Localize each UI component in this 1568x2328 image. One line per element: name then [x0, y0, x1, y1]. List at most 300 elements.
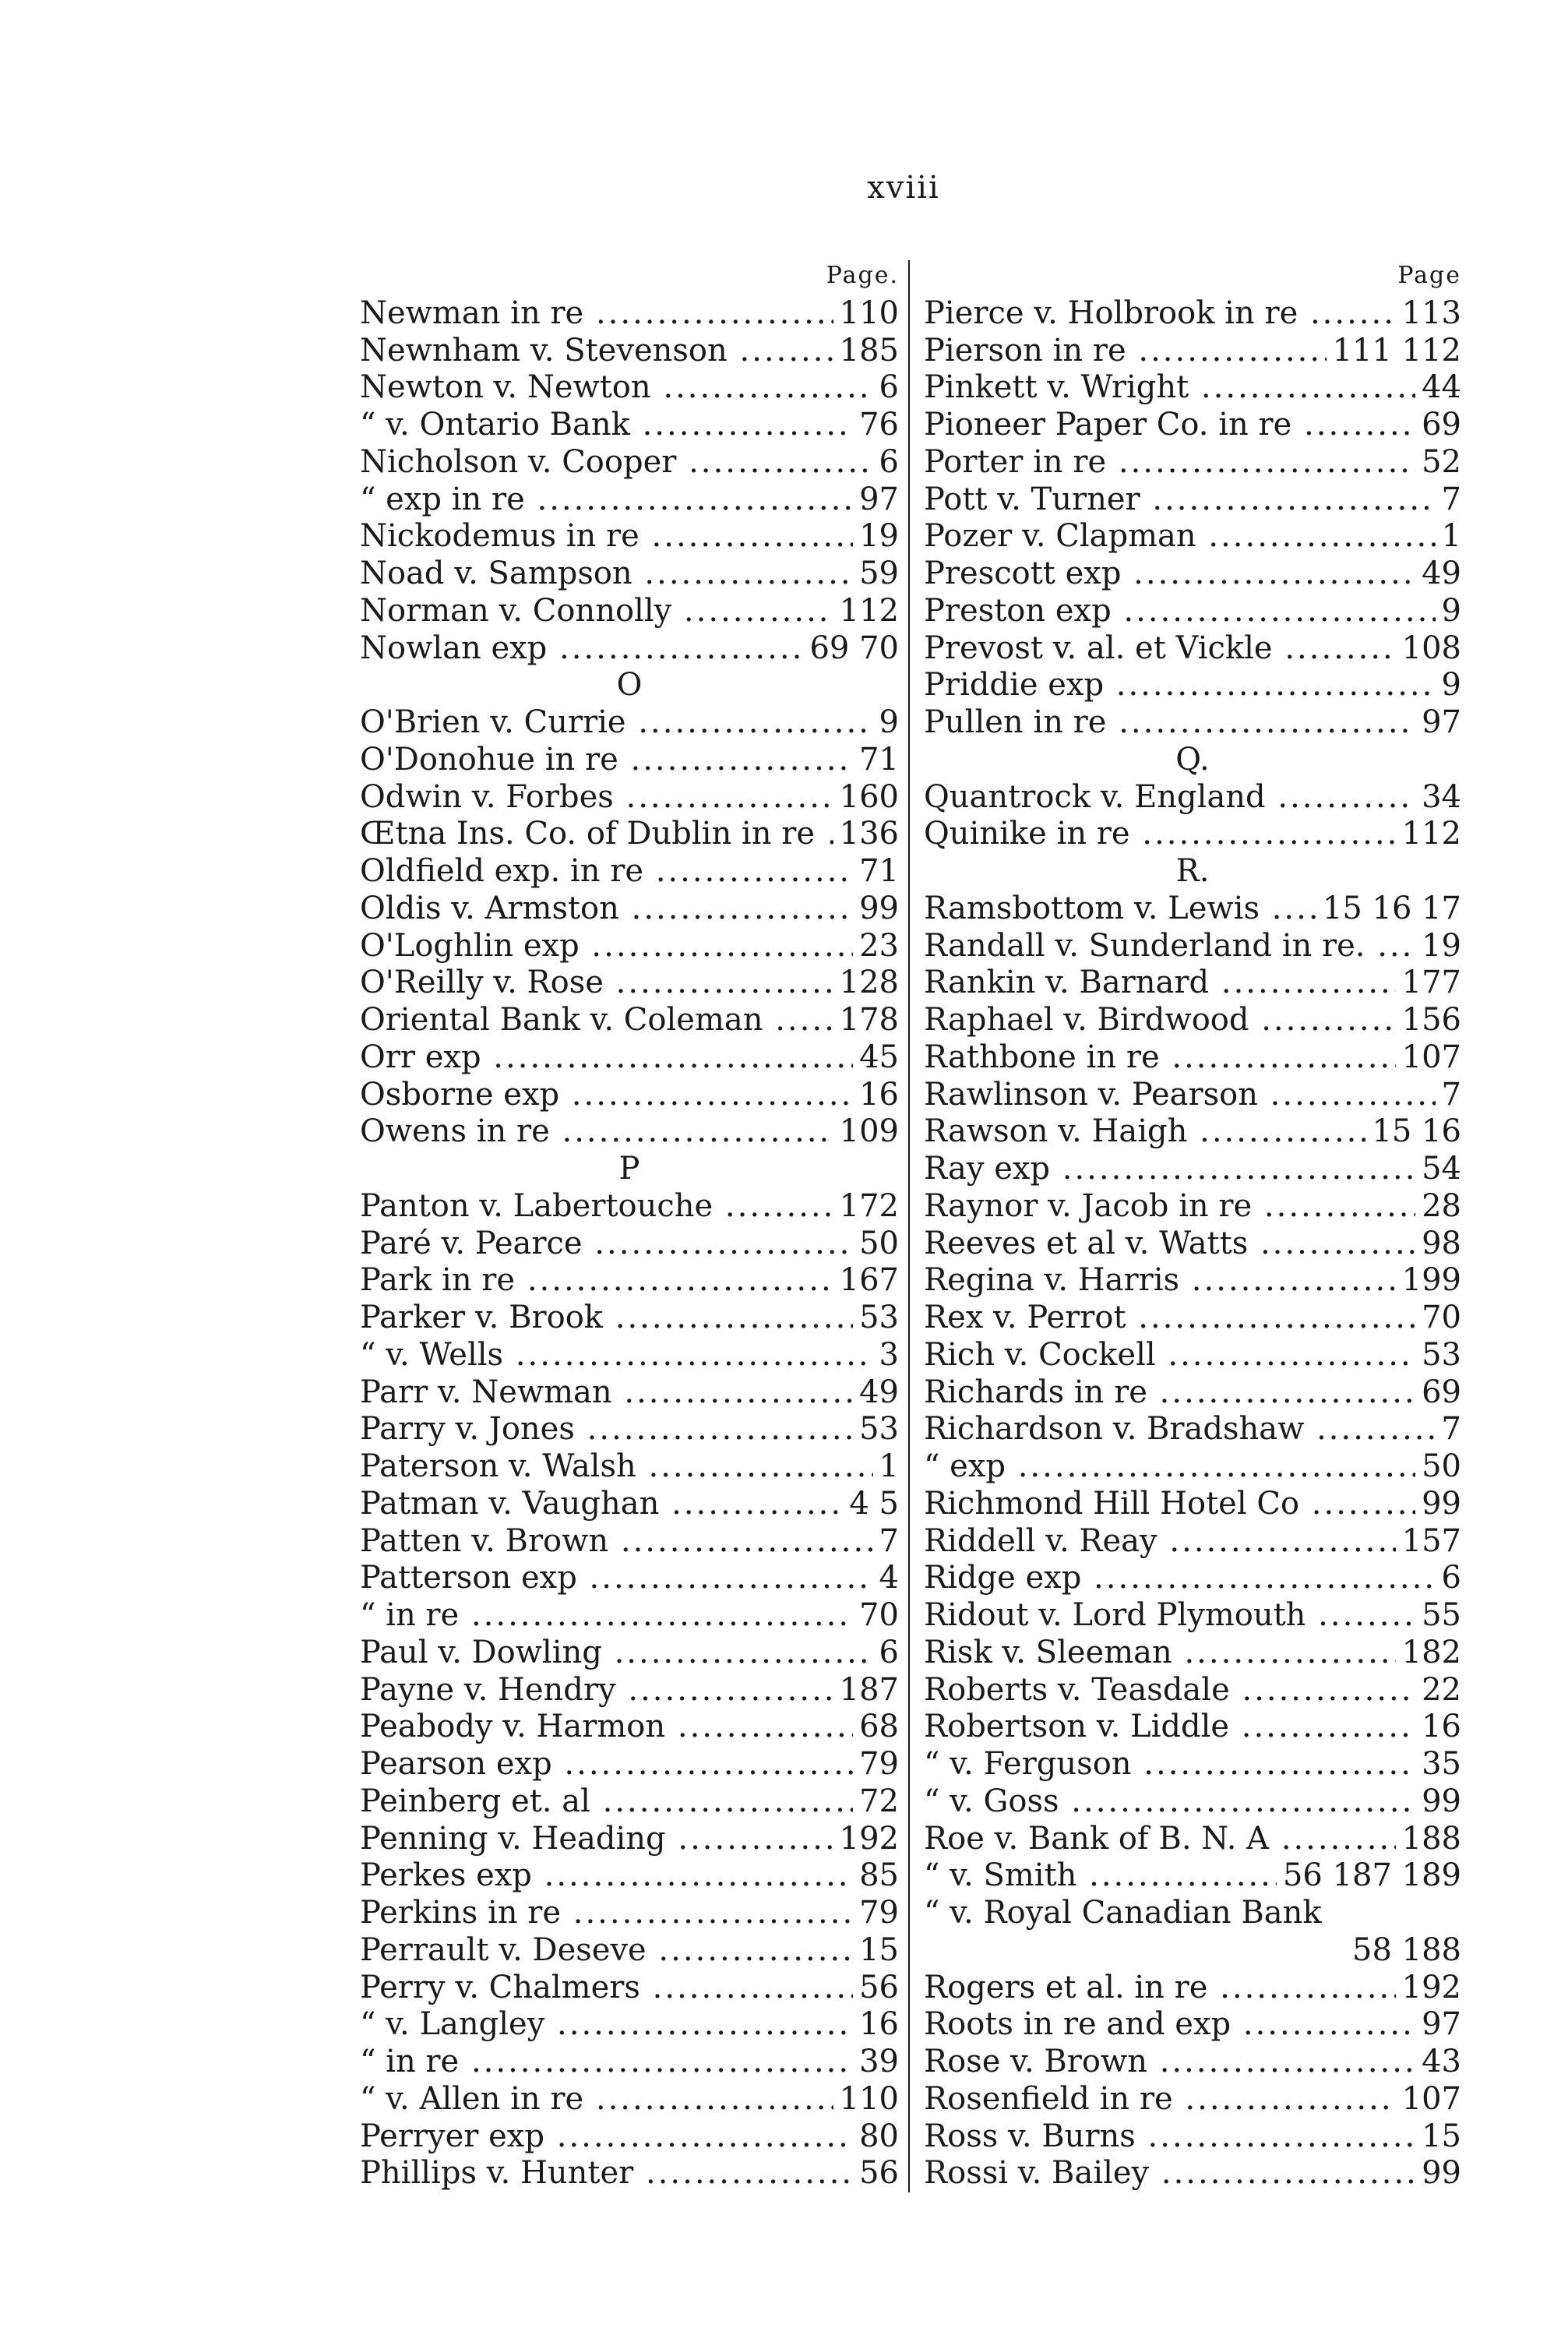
entry-name: Rawson v. Haigh .....: [924, 1114, 1365, 1148]
entry-page: 178: [839, 1002, 899, 1038]
index-entry: [360, 1412, 899, 1446]
index-entry: [360, 407, 899, 442]
entry-page: 156: [1401, 1002, 1461, 1038]
entry-name: Pierson in re .....: [924, 333, 1327, 368]
entry-name: Richmond Hill Hotel Co .....: [924, 1487, 1415, 1521]
entry-name: Pozer v. Clapman .....: [924, 519, 1436, 553]
entry-page: 99: [1422, 1485, 1461, 1522]
index-entry: [360, 1709, 899, 1744]
entry-page: 107: [1401, 2080, 1461, 2117]
entry-name: Park in re .....: [360, 1263, 833, 1297]
entry-page: 54: [1422, 1151, 1461, 1187]
index-entry: [360, 1822, 899, 1856]
entry-page: 6: [879, 1634, 899, 1670]
entry-page: 39: [859, 2044, 899, 2079]
index-entry: [360, 594, 899, 628]
index-entry: [360, 1858, 899, 1892]
entry-name: Phillips v. Hunter .....: [360, 2156, 853, 2190]
index-entry: [924, 1078, 1461, 1112]
index-entry: [360, 1300, 899, 1335]
entry-name: Patman v. Vaughan .....: [360, 1487, 843, 1521]
entry-page: 15 16: [1372, 1113, 1461, 1150]
entry-name: Riddell v. Reay .....: [924, 1524, 1396, 1558]
index-entry: [924, 929, 1461, 963]
index-entry: [924, 1412, 1461, 1446]
entry-name: Œtna Ins. Co. of Dublin in re .....: [360, 817, 833, 851]
entry-page: 79: [859, 1895, 899, 1931]
index-entry: [360, 556, 899, 591]
index-entry: [360, 891, 899, 926]
entry-name: Paré v. Pearce .....: [360, 1226, 853, 1261]
entry-name: Quantrock v. England .....: [924, 780, 1415, 814]
entry-name: Payne v. Hendry .....: [360, 1673, 833, 1707]
entry-page: 15: [1422, 2118, 1461, 2154]
index-entry: [924, 1896, 1461, 1930]
index-entry: [924, 705, 1461, 739]
index-entry: [924, 2156, 1461, 2190]
entry-name: Odwin v. Forbes .....: [360, 780, 833, 814]
index-entry: [924, 2082, 1461, 2116]
index-entry: [360, 1561, 899, 1595]
index-entry: [360, 2082, 899, 2116]
index-entry: [360, 965, 899, 1000]
index-entry: [924, 1152, 1461, 1186]
entry-page: 108: [1401, 630, 1461, 666]
entry-continuation: 58 188: [1352, 1931, 1461, 1968]
entry-name: Pioneer Paper Co. in re .....: [924, 407, 1415, 442]
entry-page: 43: [1422, 2044, 1461, 2079]
index-entry: [924, 1487, 1461, 1521]
entry-name: Oldfield exp. in re .....: [360, 854, 853, 888]
index-entry: [924, 1189, 1461, 1223]
entry-page: 79: [859, 1746, 899, 1782]
index-entry: [360, 1040, 899, 1074]
entry-page: 15 16 17: [1322, 890, 1461, 926]
entry-name: Roots in re and exp .....: [924, 2007, 1415, 2041]
entry-page: 136: [839, 816, 899, 852]
entry-page: 71: [859, 741, 899, 778]
column-divider: [908, 260, 910, 2192]
index-entry: [924, 1635, 1461, 1670]
entry-name: Raphael v. Birdwood .....: [924, 1003, 1396, 1037]
index-entry: [360, 742, 899, 777]
entry-page: 59: [859, 556, 899, 591]
entry-page: 177: [1401, 965, 1461, 1001]
entry-page: 22: [1422, 1671, 1461, 1708]
entry-name: Perrault v. Deseve .....: [360, 1933, 853, 1967]
entry-page: 6: [1441, 1560, 1461, 1596]
entry-page: 97: [859, 481, 899, 517]
index-entry: [360, 1747, 899, 1781]
entry-page: 76: [859, 407, 899, 443]
entry-page: 52: [1422, 443, 1461, 480]
entry-page: 80: [859, 2118, 899, 2154]
index-entry: [924, 519, 1461, 553]
entry-name: Rich v. Cockell .....: [924, 1338, 1415, 1372]
entry-page: 56: [859, 1969, 899, 2005]
index-entry: [360, 1003, 899, 1037]
index-entry: [924, 445, 1461, 479]
page-number: xviii: [867, 170, 940, 206]
entry-page: 69: [1422, 407, 1461, 443]
entry-name: Prevost v. al. et Vickle .....: [924, 631, 1396, 665]
entry-name: “ exp in re .....: [360, 482, 853, 517]
index-entry: [924, 1524, 1461, 1558]
entry-page: 19: [859, 518, 899, 555]
index-entry: [924, 407, 1461, 442]
entry-page: 69 70: [809, 630, 899, 666]
index-entry: [924, 1449, 1461, 1483]
entry-name: Richardson v. Bradshaw .....: [924, 1412, 1436, 1446]
entry-page: 45: [859, 1039, 899, 1075]
index-entry: [360, 519, 899, 553]
entry-page: 110: [839, 2080, 899, 2117]
entry-name: Orr exp .....: [360, 1040, 853, 1074]
index-entry: [924, 556, 1461, 591]
entry-page: 50: [1422, 1448, 1461, 1484]
section-letter: R.: [1175, 853, 1210, 889]
entry-page: 44: [1422, 369, 1461, 406]
index-entry: [360, 482, 899, 517]
index-entry: [924, 333, 1461, 368]
entry-page: 19: [1422, 927, 1461, 964]
index-entry: [360, 1449, 899, 1483]
index-entry: [924, 1970, 1461, 2005]
entry-page: 99: [1422, 2155, 1461, 2192]
index-entry: [924, 1858, 1461, 1892]
entry-page: 53: [1422, 1336, 1461, 1373]
entry-name: Ramsbottom v. Lewis .....: [924, 891, 1316, 926]
entry-page: 7: [1441, 1411, 1461, 1448]
index-entry: [924, 817, 1461, 851]
entry-page: 157: [1401, 1522, 1461, 1559]
entry-page: 70: [859, 1597, 899, 1633]
entry-name: Peinberg et. al .....: [360, 1784, 853, 1818]
index-entry: [924, 1338, 1461, 1372]
entry-name: “ v. Ontario Bank .....: [360, 407, 853, 442]
entry-page: 192: [1401, 1969, 1461, 2005]
entry-name: Rankin v. Barnard .....: [924, 965, 1396, 1000]
entry-name: Priddie exp .....: [924, 668, 1436, 702]
entry-page: 6: [879, 443, 899, 480]
entry-page: 53: [859, 1411, 899, 1448]
entry-name: Newman in re .....: [360, 296, 833, 330]
entry-name: Rose v. Brown .....: [924, 2044, 1415, 2079]
entry-name: “ v. Langley .....: [360, 2007, 853, 2041]
entry-name: Noad v. Sampson .....: [360, 556, 853, 591]
entry-page: 53: [859, 1300, 899, 1335]
index-entry: [360, 1263, 899, 1297]
entry-name: Ridout v. Lord Plymouth .....: [924, 1598, 1415, 1632]
entry-name: “ v. Wells .....: [360, 1338, 873, 1372]
entry-page: 128: [839, 965, 899, 1001]
index-entry: [360, 780, 899, 814]
entry-page: 199: [1401, 1262, 1461, 1299]
index-entry: [360, 1524, 899, 1558]
entry-name: Perkes exp .....: [360, 1858, 853, 1892]
entry-name: Nicholson v. Cooper .....: [360, 445, 873, 479]
entry-name: O'Brien v. Currie .....: [360, 705, 873, 739]
column-header: Page: [1397, 262, 1461, 289]
entry-page: 109: [839, 1113, 899, 1150]
entry-name: Rosenfield in re .....: [924, 2082, 1396, 2116]
entry-name: Regina v. Harris .....: [924, 1263, 1396, 1297]
index-entry: [924, 1114, 1461, 1148]
entry-page: 7: [879, 1522, 899, 1559]
entry-page: 85: [859, 1857, 899, 1894]
index-entry: [360, 1933, 899, 1967]
entry-page: 69: [1422, 1374, 1461, 1410]
entry-name: Parr v. Newman .....: [360, 1375, 853, 1409]
entry-page: 68: [859, 1709, 899, 1745]
entry-page: 110: [839, 295, 899, 331]
entry-name: Rathbone in re .....: [924, 1040, 1396, 1074]
entry-page: 55: [1422, 1597, 1461, 1633]
entry-page: 23: [859, 927, 899, 964]
entry-name: “ v. Goss .....: [924, 1784, 1415, 1818]
entry-name: Perryer exp .....: [360, 2119, 853, 2153]
entry-name: O'Reilly v. Rose .....: [360, 965, 833, 1000]
entry-page: 49: [859, 1374, 899, 1410]
index-entry: [924, 1709, 1461, 1744]
entry-page: 187: [839, 1671, 899, 1708]
index-entry: [360, 1226, 899, 1261]
entry-page: 7: [1441, 481, 1461, 517]
entry-page: 113: [1401, 295, 1461, 331]
entry-name: “ in re .....: [360, 2044, 853, 2079]
index-entry: [360, 1896, 899, 1930]
index-entry: [360, 1114, 899, 1148]
index-entry: [360, 1338, 899, 1372]
entry-name: Pott v. Turner .....: [924, 482, 1436, 517]
index-entry: [360, 631, 899, 665]
entry-page: 112: [839, 592, 899, 629]
index-entry: [360, 929, 899, 963]
entry-name: “ v. Ferguson .....: [924, 1747, 1415, 1781]
entry-name: Patten v. Brown .....: [360, 1524, 873, 1558]
entry-name: “ v. Allen in re .....: [360, 2082, 833, 2116]
entry-page: 35: [1422, 1746, 1461, 1782]
index-entry: [924, 780, 1461, 814]
entry-name: Reeves et al v. Watts .....: [924, 1226, 1415, 1261]
entry-page: 6: [879, 369, 899, 406]
index-entry: [924, 1003, 1461, 1037]
entry-page: 16: [1422, 1709, 1461, 1745]
entry-page: 9: [1441, 667, 1461, 704]
index-entry: [360, 2119, 899, 2153]
entry-name: Preston exp .....: [924, 594, 1436, 628]
entry-name: Norman v. Connolly .....: [360, 594, 833, 628]
entry-name: Parry v. Jones .....: [360, 1412, 853, 1446]
entry-page: 160: [839, 778, 899, 815]
entry-page: 4 5: [849, 1485, 899, 1522]
entry-name: Paterson v. Walsh .....: [360, 1449, 873, 1483]
entry-page: 99: [1422, 1783, 1461, 1819]
entry-name: Newton v. Newton .....: [360, 370, 873, 404]
index-entry: [360, 1078, 899, 1112]
entry-page: 72: [859, 1783, 899, 1819]
section-letter: Q.: [1175, 741, 1210, 778]
index-entry: [360, 370, 899, 404]
entry-name: Roberts v. Teasdale .....: [924, 1673, 1415, 1707]
entry-page: 98: [1422, 1225, 1461, 1261]
entry-name: Nickodemus in re .....: [360, 519, 853, 553]
index-entry: [360, 1635, 899, 1670]
index-entry: [924, 1822, 1461, 1856]
index-entry: [360, 1673, 899, 1707]
index-entry: [360, 445, 899, 479]
index-entry: [360, 1487, 899, 1521]
index-entry: [924, 2007, 1461, 2041]
entry-page: 107: [1401, 1039, 1461, 1075]
entry-name: Richards in re .....: [924, 1375, 1415, 1409]
entry-name: Panton v. Labertouche .....: [360, 1189, 833, 1223]
index-entry: [360, 2007, 899, 2041]
entry-name: “ exp .....: [924, 1449, 1415, 1483]
entry-name: Ross v. Burns .....: [924, 2119, 1415, 2153]
entry-page: 185: [839, 332, 899, 369]
entry-name: Oriental Bank v. Coleman .....: [360, 1003, 833, 1037]
entry-name: Paul v. Dowling .....: [360, 1635, 873, 1670]
entry-name: Parker v. Brook .....: [360, 1300, 853, 1335]
entry-name: Pinkett v. Wright .....: [924, 370, 1415, 404]
entry-page: 4: [879, 1560, 899, 1596]
index-entry: [360, 1598, 899, 1632]
entry-page: 172: [839, 1187, 899, 1224]
index-entry: [924, 1598, 1461, 1632]
column-header: Page.: [826, 262, 899, 289]
index-entry: [360, 1375, 899, 1409]
entry-name: Perkins in re .....: [360, 1896, 853, 1930]
entry-page: 182: [1401, 1634, 1461, 1670]
entry-name: Rex v. Perrot .....: [924, 1300, 1415, 1335]
entry-page: 112: [1401, 816, 1461, 852]
index-entry: [360, 705, 899, 739]
entry-name: Penning v. Heading .....: [360, 1822, 833, 1856]
index-entry: [924, 668, 1461, 702]
index-entry: [924, 891, 1461, 926]
section-letter: O: [616, 667, 643, 704]
index-entry: [924, 482, 1461, 517]
index-entry: [360, 333, 899, 368]
entry-name: Rogers et al. in re .....: [924, 1970, 1396, 2005]
entry-page: 15: [859, 1931, 899, 1968]
index-entry: [360, 1189, 899, 1223]
entry-name: Randall v. Sunderland in re. .....: [924, 929, 1415, 963]
entry-name: Porter in re .....: [924, 445, 1415, 479]
entry-name: “ v. Smith .....: [924, 1858, 1277, 1892]
entry-name: O'Donohue in re .....: [360, 742, 853, 777]
entry-page: 111 112: [1332, 332, 1461, 369]
entry-name: O'Loghlin exp .....: [360, 929, 853, 963]
entry-name: Robertson v. Liddle .....: [924, 1709, 1415, 1744]
entry-name: Owens in re .....: [360, 1114, 833, 1148]
entry-page: 99: [859, 890, 899, 926]
entry-page: 1: [879, 1448, 899, 1484]
right-column: [924, 259, 1461, 2191]
entry-page: 9: [1441, 592, 1461, 629]
index-entry: [360, 2156, 899, 2190]
entry-page: 70: [1422, 1300, 1461, 1335]
entry-name: Newnham v. Stevenson .....: [360, 333, 833, 368]
entry-page: 7: [1441, 1076, 1461, 1113]
entry-name: “ v. Royal Canadian Bank: [924, 1896, 1322, 1930]
index-entry: [360, 1970, 899, 2005]
entry-name: Roe v. Bank of B. N. A .....: [924, 1822, 1396, 1856]
section-letter: P: [618, 1151, 640, 1187]
entry-name: Pullen in re .....: [924, 705, 1415, 739]
entry-name: Rawlinson v. Pearson .....: [924, 1078, 1436, 1112]
entry-name: Raynor v. Jacob in re .....: [924, 1189, 1415, 1223]
entry-name: Pearson exp .....: [360, 1747, 853, 1781]
entry-name: Ridge exp .....: [924, 1561, 1436, 1595]
entry-name: Perry v. Chalmers .....: [360, 1970, 853, 2005]
entry-name: Quinike in re .....: [924, 817, 1396, 851]
index-entry: [924, 370, 1461, 404]
entry-name: Rossi v. Bailey .....: [924, 2156, 1415, 2190]
index-entry: [924, 1375, 1461, 1409]
index-entry: [924, 1561, 1461, 1595]
entry-page: 188: [1401, 1820, 1461, 1857]
entry-name: Osborne exp .....: [360, 1078, 853, 1112]
index-entry: [360, 854, 899, 888]
entry-name: Oldis v. Armston .....: [360, 891, 853, 926]
entry-page: 167: [839, 1262, 899, 1299]
entry-page: 3: [879, 1336, 899, 1373]
index-entry: [360, 2044, 899, 2079]
index-entry: [924, 1300, 1461, 1335]
left-column: [360, 259, 899, 2191]
entry-name: “ in re .....: [360, 1598, 853, 1632]
entry-page: 1: [1441, 518, 1461, 555]
entry-page: 97: [1422, 2006, 1461, 2043]
entry-page: 49: [1422, 556, 1461, 591]
index-entry: [360, 1784, 899, 1818]
entry-name: Peabody v. Harmon .....: [360, 1709, 853, 1744]
index-entry: [924, 631, 1461, 665]
index-entry: [924, 1040, 1461, 1074]
index-entry: [924, 1784, 1461, 1818]
entry-page: 56 187 189: [1282, 1857, 1461, 1894]
entry-name: Patterson exp .....: [360, 1561, 873, 1595]
index-entry: [924, 1226, 1461, 1261]
entry-name: Pierce v. Holbrook in re .....: [924, 296, 1396, 330]
index-entry: [924, 2119, 1461, 2153]
index-entry: [924, 1263, 1461, 1297]
entry-name: Ray exp .....: [924, 1152, 1415, 1186]
index-entry: [360, 296, 899, 330]
index-entry: [924, 2044, 1461, 2079]
index-entry: [360, 817, 899, 851]
entry-page: 34: [1422, 778, 1461, 815]
index-entry: [924, 296, 1461, 330]
index-entry: [924, 1673, 1461, 1707]
index-entry: [924, 594, 1461, 628]
entry-page: 16: [859, 1076, 899, 1113]
entry-page: 97: [1422, 704, 1461, 740]
entry-page: 9: [879, 704, 899, 740]
entry-page: 71: [859, 853, 899, 889]
index-entry: [924, 1747, 1461, 1781]
entry-name: Risk v. Sleeman .....: [924, 1635, 1396, 1670]
entry-page: 50: [859, 1225, 899, 1261]
entry-name: Prescott exp .....: [924, 556, 1415, 591]
entry-page: 56: [859, 2155, 899, 2192]
entry-page: 28: [1422, 1187, 1461, 1224]
index-entry: [924, 965, 1461, 1000]
entry-page: 192: [839, 1820, 899, 1857]
entry-page: 16: [859, 2006, 899, 2043]
